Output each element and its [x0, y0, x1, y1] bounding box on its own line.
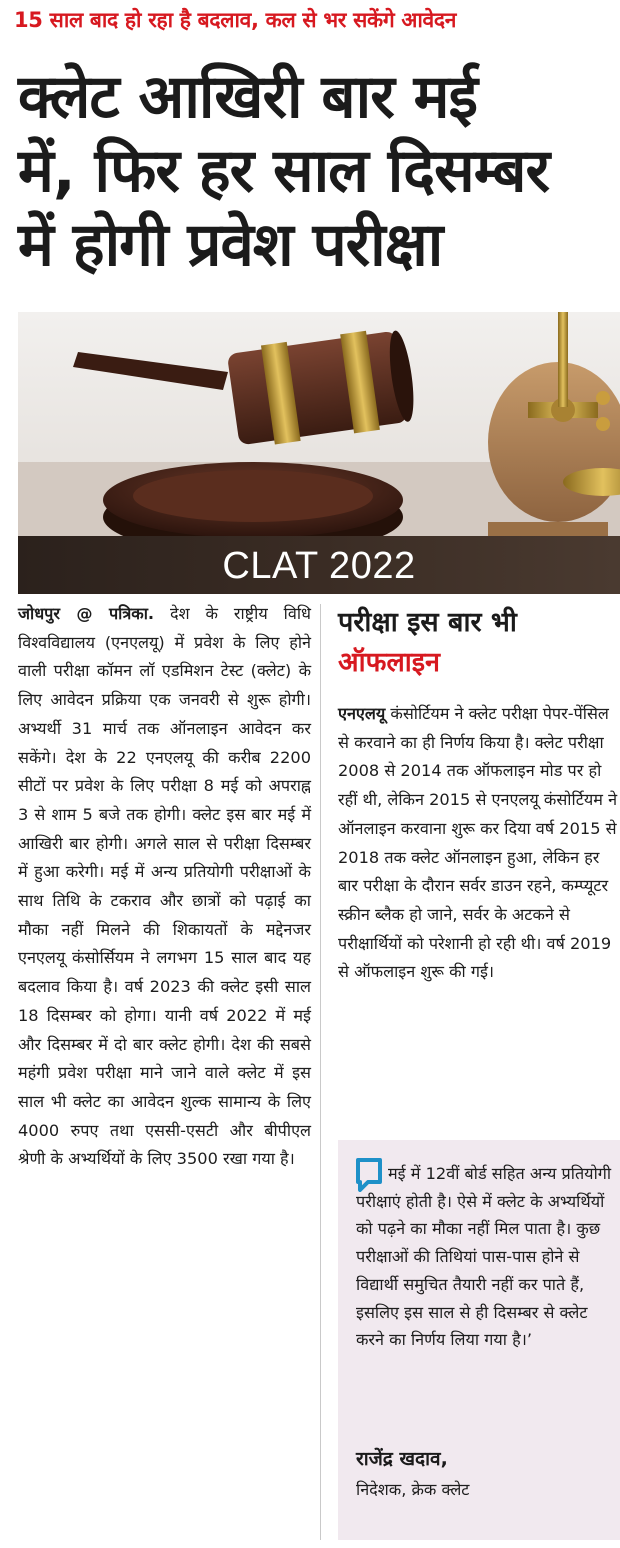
headline-line-2: में, फिर हर साल दिसम्बर [18, 136, 550, 206]
article-body [18, 600, 311, 1174]
sidebar-subhead-line-1: परीक्षा इस बार भी [338, 607, 517, 638]
column-divider [320, 604, 321, 1540]
quote-text-block [356, 1160, 612, 1354]
kicker-headline: 15 साल बाद हो रहा है बदलाव, कल से भर सकेंगे आवेदन [14, 8, 457, 32]
sidebar-body [338, 700, 620, 987]
dateline: जोधपुर @ पत्रिका. [18, 604, 155, 623]
headline-line-1: क्लेट आखिरी बार मई [18, 62, 477, 132]
quote-text: मई में 12वीं बोर्ड सहित अन्य प्रतियोगी परीक्षाएं होती है। ऐसे में क्लेट के अभ्यर्थियों को पढ़ने का मौका नहीं मिल पाता है। कुछ परीक्षाओं की तिथियां पास-पास होने से विद्यार्थी समुचित तैयारी नहीं कर पाते हैं, इसलिए इस साल से ही दिसम्बर से क्लेट करने का निर्णय लिया गया है।’ [356, 1164, 612, 1350]
sidebar-subhead-line-2: ऑफलाइन [338, 647, 440, 678]
headline-line-3: में होगी प्रवेश परीक्षा [18, 210, 443, 280]
quote-box [338, 1140, 620, 1540]
photo-caption: CLAT 2022 [222, 545, 416, 587]
sidebar-lead: एनएलयू [338, 704, 386, 723]
quote-author-name: राजेंद्र खदाव, [356, 1448, 448, 1470]
sidebar-text: कंसोर्टियम ने क्लेट परीक्षा पेपर-पेंसिल से करवाने का ही निर्णय किया है। क्लेट परीक्षा 2008 से 2014 तक ऑफलाइन मोड पर हो रहीं थी, लेकिन 2015 से एनएलयू कंसोर्टियम ने ऑनलाइन करवाना शुरू कर दिया वर्ष 2015 से 2018 तक क्लेट ऑनलाइन हुआ, लेकिन हर बार परीक्षा के दौरान सर्वर डाउन रहने, कम्प्यूटर स्क्रीन ब्लैक हो जाने, सर्वर के अटकने से परीक्षार्थियों को परेशानी हो रही थी। वर्ष 2019 से ऑफलाइन शुरू की गई। [338, 704, 618, 982]
gavel-photo [18, 312, 620, 594]
page-title [18, 60, 614, 282]
article-text: देश के राष्ट्रीय विधि विश्वविद्यालय (एनएलयू) में प्रवेश के लिए होने वाली परीक्षा कॉमन लॉ एडमिशन टेस्ट (क्लेट) के लिए आवेदन प्रक्रिया एक जनवरी से शुरू होगी। अभ्यर्थी 31 मार्च तक ऑनलाइन आवेदन कर सकेंगे। देश के 22 एनएलयू की करीब 2200 सीटों पर प्रवेश के लिए परीक्षा 8 मई को अपराह्न 3 से शाम 5 बजे तक होगी। क्लेट इस बार मई में आखिरी बार होगी। अगले साल से परीक्षा दिसम्बर में हुआ करेगी। मई में अन्य प्रतियोगी परीक्षाओं के साथ तिथि के टकराव और छात्रों को पढ़ाई का मौका नहीं मिलने की शिकायतों के मद्देनजर एनएलयू कंसोर्सियम ने लगभग 15 साल बाद यह बदलाव किया है। वर्ष 2023 की क्लेट इसी साल 18 दिसम्बर को होगा। यानी वर्ष 2022 में मई और दिसम्बर में दो बार क्लेट होगी। देश की सबसे महंगी प्रवेश परीक्षा माने जाने वाले क्लेट में इस साल भी क्लेट का आवेदन शुल्क सामान्य के लिए 4000 रुपए तथा एससी-एसटी और बीपीएल श्रेणी के अभ्यर्थियों के लिए 3500 रखा गया है। [18, 604, 311, 1169]
quote-author-title: निदेशक, क्रेक क्लेट [356, 1480, 470, 1499]
